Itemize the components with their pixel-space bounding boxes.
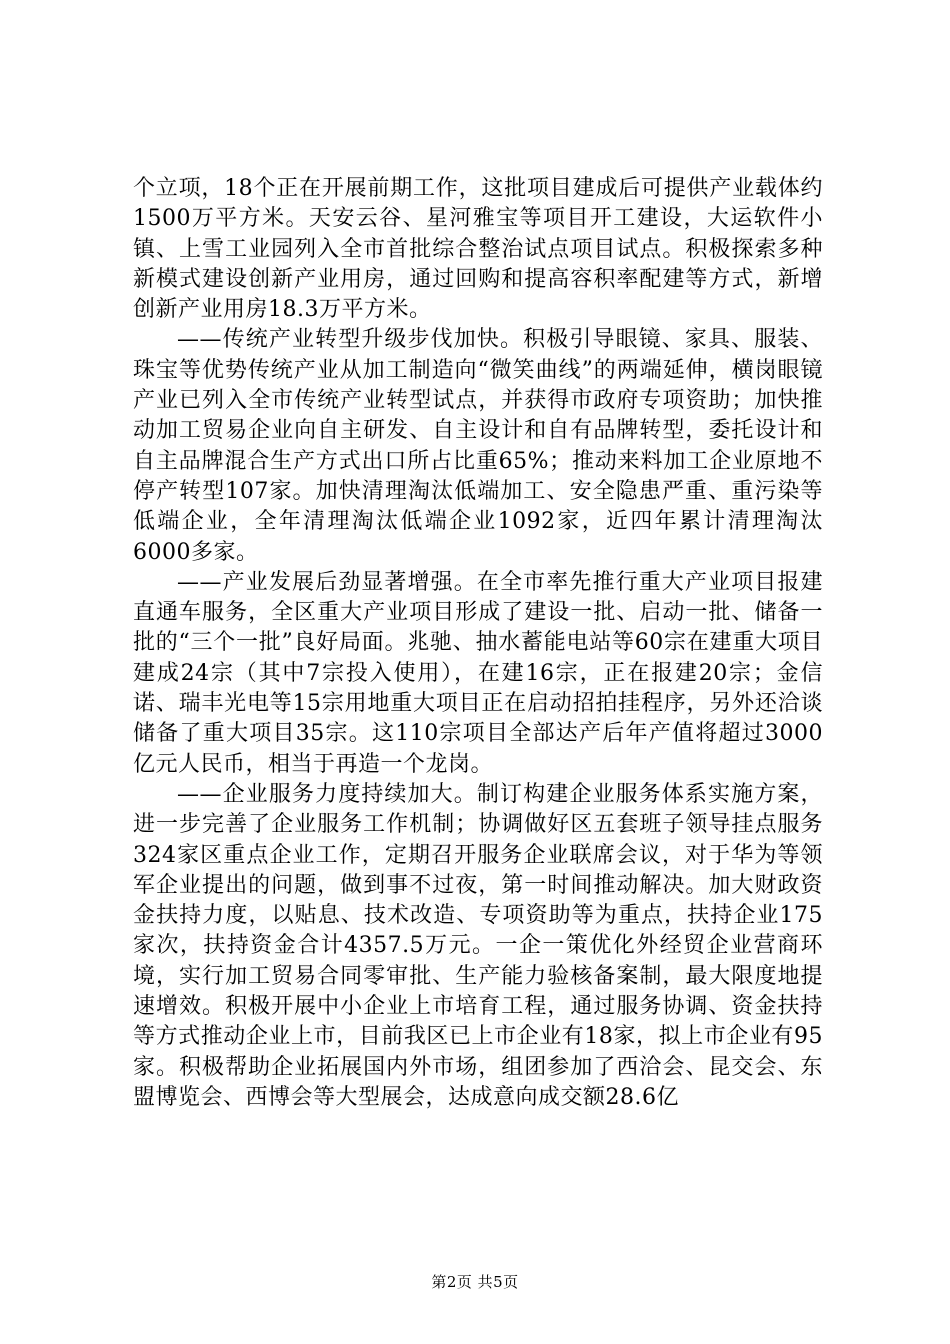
paragraph-traditional-industry: ——传统产业转型升级步伐加快。积极引导眼镜、家具、服装、珠宝等优势传统产业从加工制造向“微笑曲线”的两端延伸，横岗眼镜产业已列入全市传统产业转型试点，并获得市政府专项资助；加快推动加工贸易企业向自主研发、自主设计和自有品牌转型，委托设计和自主品牌混合生产方式出口所占比重65%；推动来料加工企业原地不停产转型107家。加快清理淘汰低端加工、安全隐患严重、重污染等低端企业，全年清理淘汰低端企业1092家，近四年累计清理淘汰6000多家。 xyxy=(133,327,823,565)
body-text xyxy=(133,174,823,1113)
paragraph-continuation: 个立项，18个正在开展前期工作，这批项目建成后可提供产业载体约1500万平方米。天安云谷、星河雅宝等项目开工建设，大运软件小镇、上雪工业园列入全市首批综合整治试点项目试点。积极探索多种新模式建设创新产业用房，通过回购和提高容积率配建等方式，新增创新产业用房18.3万平方米。 xyxy=(133,176,823,323)
paragraph-enterprise-service: ——企业服务力度持续加大。制订构建企业服务体系实施方案，进一步完善了企业服务工作机制；协调做好区五套班子领导挂点服务324家区重点企业工作，定期召开服务企业联席会议，对于华为等领军企业提出的问题，做到事不过夜，第一时间推动解决。加大财政资金扶持力度，以贴息、技术改造、专项资助等为重点，扶持企业175家次，扶持资金合计4357.5万元。一企一策优化外经贸企业营商环境，实行加工贸易合同零审批、生产能力验核备案制，最大限度地提速增效。积极开展中小企业上市培育工程，通过服务协调、资金扶持等方式推动企业上市，目前我区已上市企业有18家，拟上市企业有95家。积极帮助企业拓展国内外市场，组团参加了西洽会、昆交会、东盟博览会、西博会等大型展会，达成意向成交额28.6亿 xyxy=(133,781,823,1110)
paragraph-industry-momentum: ——产业发展后劲显著增强。在全市率先推行重大产业项目报建直通车服务，全区重大产业项目形成了建设一批、启动一批、储备一批的“三个一批”良好局面。兆驰、抽水蓄能电站等60宗在建重大项目建成24宗（其中7宗投入使用），在建16宗，正在报建20宗；金信诺、瑞丰光电等15宗用地重大项目正在启动招拍挂程序，另外还洽谈储备了重大项目35宗。这110宗项目全部达产后年产值将超过3000亿元人民币，相当于再造一个龙岗。 xyxy=(133,569,823,777)
page-footer: 第2页 共5页 xyxy=(431,1273,519,1291)
